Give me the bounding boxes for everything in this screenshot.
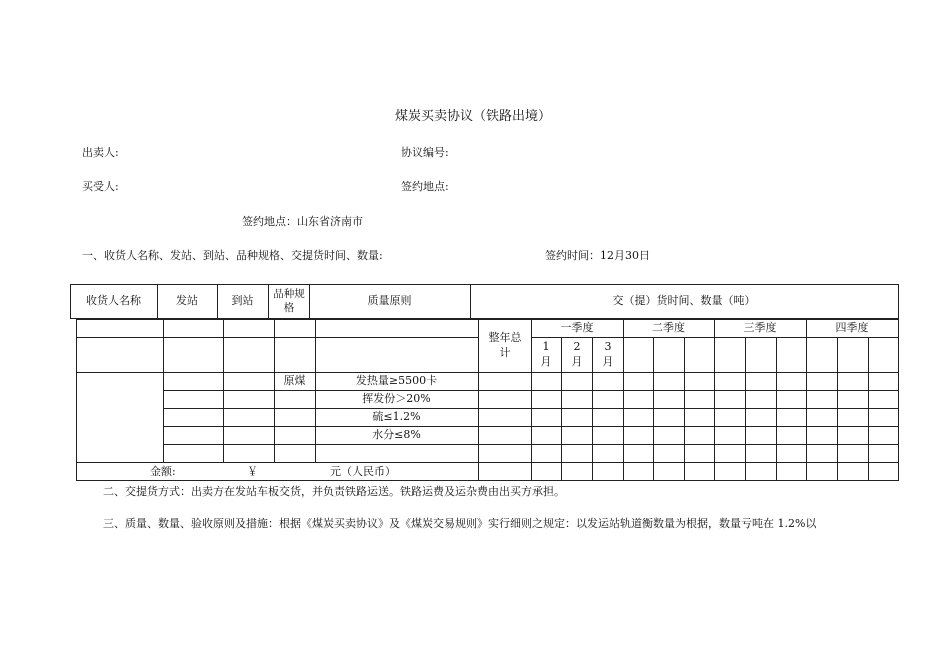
header-quality: 质量原则 [367,293,412,307]
section-1-heading: 一、收货人名称、发站、到站、品种规格、交提货时间、数量: [82,249,383,262]
currency-symbol: ￥ [247,465,258,478]
document-title: 煤炭买卖协议（铁路出境） [395,109,552,124]
variety-value: 原煤 [283,373,306,387]
quality-calorific: 发热量≥5500卡 [355,373,438,387]
section-2-text: 二、交提货方式：出卖方在发站车板交货，并负责铁路运送。铁路运费及运杂费由出买方承担。 [103,485,565,498]
quarter-1-header: 一季度 [560,320,594,334]
amount-unit: 元（人民币） [330,465,396,478]
month-2-header: 2月 [571,340,583,368]
buyer-label: 买受人: [82,180,119,193]
signing-time: 签约时间：12月30日 [545,249,650,262]
header-consignee: 收货人名称 [86,293,141,307]
quarter-2-header: 二季度 [652,320,685,334]
month-3-header: 3月 [602,340,614,368]
year-total-header: 整年总计 [488,331,522,359]
header-from-station: 发站 [176,293,198,307]
quarter-4-header: 四季度 [835,320,869,334]
agreement-no-label: 协议编号: [401,146,449,159]
quality-moisture: 水分≤8% [372,427,421,441]
seller-label: 出卖人: [82,146,119,159]
section-3-text: 三、质量、数量、验收原则及措施：根据《煤炭买卖协议》及《煤炭交易规则》实行细则之规定：以发运站轨道衡数量为根据，数量亏吨在 1.2%以 [103,517,817,530]
header-delivery: 交（提）货时间、数量（吨） [612,293,756,307]
quarter-3-header: 三季度 [743,320,777,334]
header-to-station: 到站 [231,293,254,307]
signing-place-label: 签约地点: [401,180,449,193]
header-variety-spec: 品种规格 [273,287,305,314]
amount-label: 金额: [150,465,176,478]
month-1-header: 1月 [540,340,552,368]
quality-volatile: 挥发份＞20% [362,391,431,405]
quality-sulfur: 硫≤1.2% [372,409,421,423]
signing-place-full: 签约地点：山东省济南市 [242,215,363,228]
